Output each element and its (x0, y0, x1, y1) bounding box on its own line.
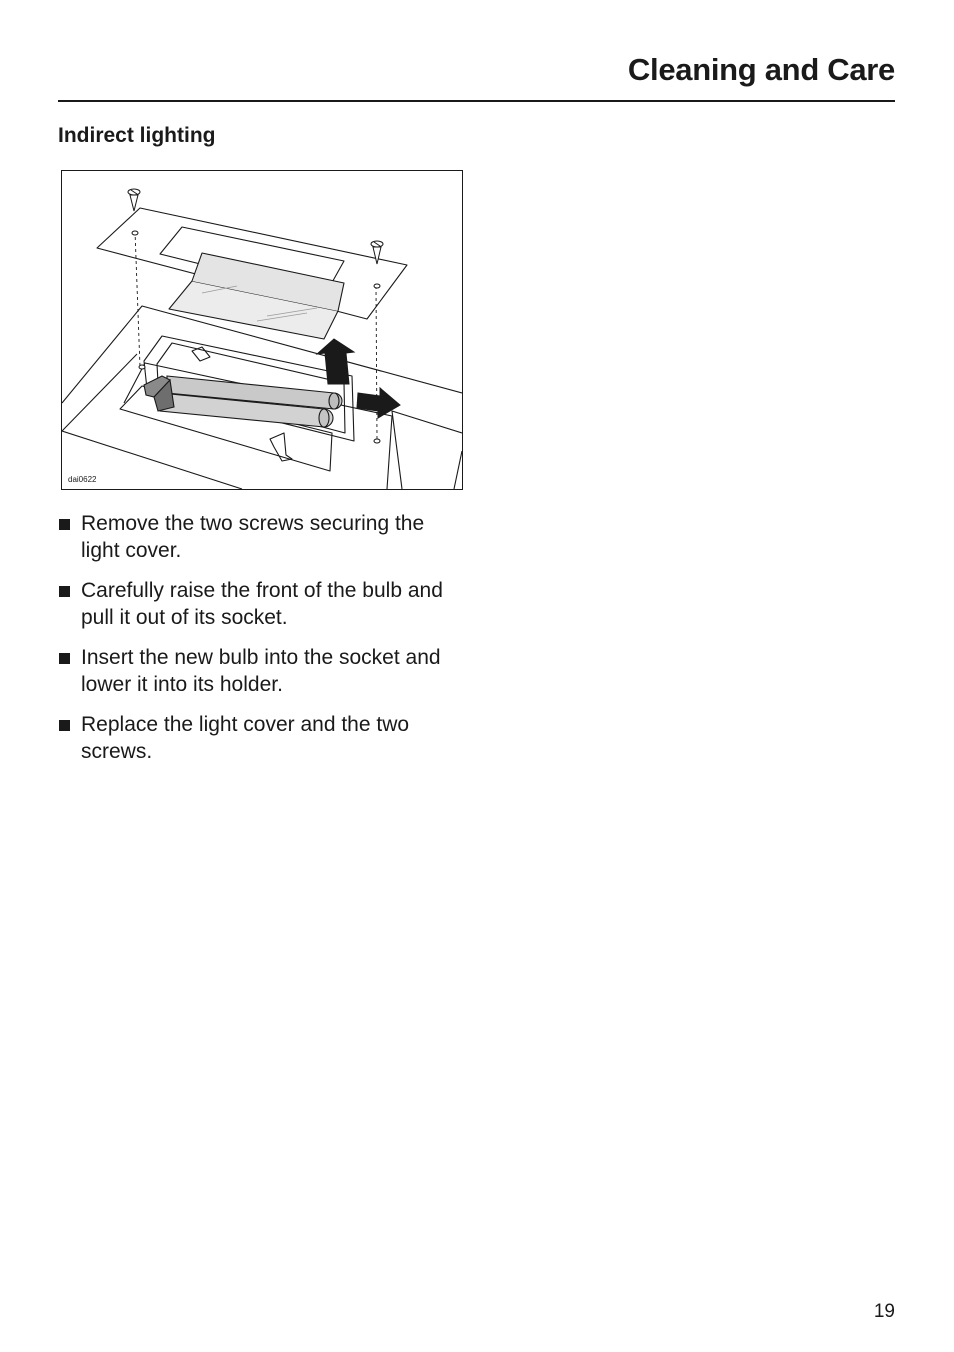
page-number: 19 (873, 1301, 895, 1322)
step-text: Carefully raise the front of the bulb and pull it out of its socket. (81, 579, 443, 629)
illustration-drawing (62, 171, 462, 489)
list-item (58, 711, 468, 765)
figure-code: dai0622 (68, 475, 97, 484)
square-bullet-icon (59, 519, 70, 530)
section-heading: Indirect lighting (58, 124, 216, 147)
list-item (58, 510, 468, 564)
step-text: Remove the two screws securing the light cover. (81, 512, 425, 562)
step-text: Insert the new bulb into the socket and lower it into its holder. (81, 646, 441, 696)
list-item (58, 644, 468, 698)
page-title: Cleaning and Care (627, 52, 895, 87)
square-bullet-icon (59, 653, 70, 664)
list-item (58, 577, 468, 631)
light-bulb-replacement-illustration (61, 170, 463, 490)
step-text: Replace the light cover and the two screws. (81, 713, 410, 763)
instruction-list (58, 510, 468, 778)
page-header (58, 50, 895, 102)
square-bullet-icon (59, 586, 70, 597)
square-bullet-icon (59, 720, 70, 731)
